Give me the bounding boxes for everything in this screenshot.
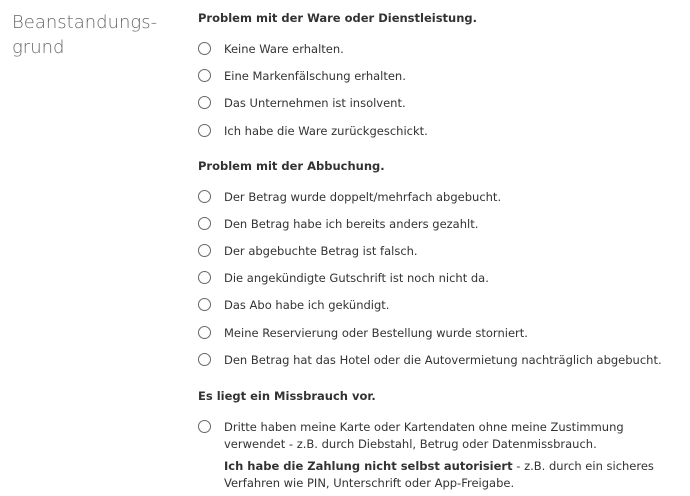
radio-button[interactable]: [198, 217, 211, 230]
group-heading-misuse: Es liegt ein Missbrauch vor.: [198, 389, 376, 403]
option-label: Keine Ware erhalten.: [224, 42, 344, 56]
radio-button[interactable]: [198, 420, 211, 433]
radio-button[interactable]: [198, 190, 211, 203]
unauthorized-note-text: - z.B. durch ein sicheres Verfahren wie PIN, Unterschrift oder App-Freigabe.: [224, 459, 654, 490]
radio-button[interactable]: [198, 42, 211, 55]
radio-button[interactable]: [198, 244, 211, 257]
option-label: Der abgebuchte Betrag ist falsch.: [224, 244, 418, 258]
radio-button[interactable]: [198, 69, 211, 82]
option-label: Der Betrag wurde doppelt/mehrfach abgebucht.: [224, 190, 502, 204]
section-label-line-1: Beanstandungs-: [12, 12, 158, 33]
option-label: Dritte haben meine Karte oder Kartendaten ohne meine Zustimmung verwendet - z.B. durch Diebstahl, Betrug oder Datenmissbrauch.: [224, 420, 624, 451]
radio-button[interactable]: [198, 326, 211, 339]
option-label: Das Unternehmen ist insolvent.: [224, 96, 406, 110]
group-heading-charge: Problem mit der Abbuchung.: [198, 159, 385, 173]
radio-button[interactable]: [198, 298, 211, 311]
option-label: Die angekündigte Gutschrift ist noch nicht da.: [224, 271, 489, 285]
radio-button[interactable]: [198, 353, 211, 366]
unauthorized-note-bold: Ich habe die Zahlung nicht selbst autorisiert: [224, 459, 513, 473]
unauthorized-note: [224, 458, 686, 492]
section-label-line-2: grund: [12, 37, 65, 58]
option-label: Eine Markenfälschung erhalten.: [224, 69, 406, 83]
section-label: [12, 10, 182, 60]
group-heading-goods: Problem mit der Ware oder Dienstleistung.: [198, 11, 478, 25]
radio-button[interactable]: [198, 124, 211, 137]
option-label: Das Abo habe ich gekündigt.: [224, 298, 390, 312]
radio-button[interactable]: [198, 96, 211, 109]
option-label: Den Betrag hat das Hotel oder die Autovermietung nachträglich abgebucht.: [224, 353, 662, 367]
option-label: Meine Reservierung oder Bestellung wurde storniert.: [224, 326, 528, 340]
radio-button[interactable]: [198, 271, 211, 284]
option-label: Den Betrag habe ich bereits anders gezahlt.: [224, 217, 479, 231]
option-label: Ich habe die Ware zurückgeschickt.: [224, 124, 428, 138]
